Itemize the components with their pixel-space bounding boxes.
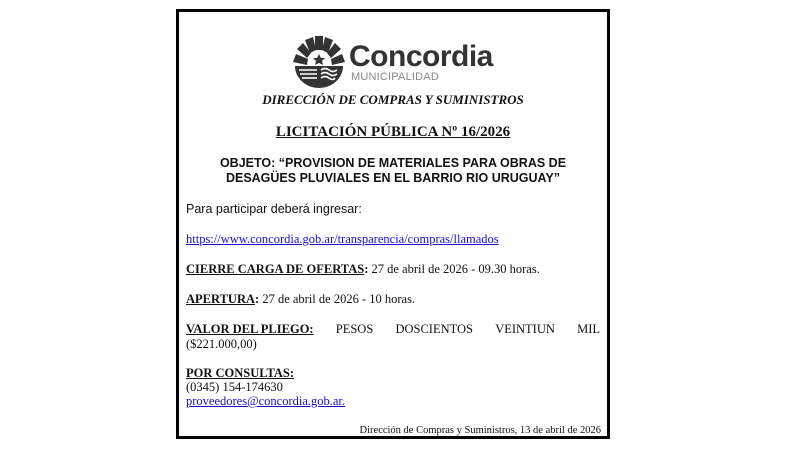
object-line-1: OBJETO: “PROVISION DE MATERIALES PARA OBRAS DE	[219, 156, 567, 170]
logo-name: Concordia	[349, 40, 493, 73]
offers-deadline-label: CIERRE CARGA DE OFERTAS	[186, 262, 365, 276]
price-word-3: VEINTIUN	[495, 322, 555, 336]
tender-url-link[interactable]: https://www.concordia.gob.ar/transparencia/compras/llamados	[186, 232, 499, 246]
price-word-4: MIL	[577, 322, 600, 336]
logo-subtitle: MUNICIPALIDAD	[351, 71, 439, 83]
price-amount: ($221.000,00)	[186, 337, 257, 351]
price-label: VALOR DEL PLIEGO:	[186, 322, 314, 336]
inquiries	[186, 366, 345, 408]
inquiries-email-link[interactable]: proveedores@concordia.gob.ar.	[186, 394, 346, 408]
price-word-1: PESOS	[335, 322, 374, 336]
signature-footer: Dirección de Compras y Suministros, 13 de abril de 2026	[359, 425, 601, 436]
price-word-2: DOSCIENTOS	[395, 322, 474, 336]
object-line-2: DESAGÜES PLUVIALES EN EL BARRIO RIO URUGUAY”	[225, 171, 561, 185]
bid-document-price	[186, 322, 600, 352]
notice-frame	[176, 9, 610, 439]
tender-object	[189, 156, 597, 186]
offers-deadline: CIERRE CARGA DE OFERTAS: 27 de abril de 2026 - 09.30 horas.	[186, 262, 540, 276]
opening-value: 27 de abril de 2026 - 10 horas.	[259, 292, 416, 306]
participate-text: Para participar deberá ingresar:	[186, 202, 362, 216]
municipal-emblem-icon	[291, 34, 347, 88]
opening-label: APERTURA	[186, 292, 256, 306]
inquiries-phone: (0345) 154-174630	[186, 380, 283, 394]
offers-deadline-value: 27 de abril de 2026 - 09.30 horas.	[368, 262, 540, 276]
department-heading: DIRECCIÓN DE COMPRAS Y SUMINISTROS	[262, 92, 524, 107]
tender-title: LICITACIÓN PÚBLICA Nº 16/2026	[275, 124, 511, 140]
concordia-logo	[291, 34, 491, 90]
inquiries-label: POR CONSULTAS:	[186, 366, 295, 380]
opening-date: APERTURA: 27 de abril de 2026 - 10 horas.	[186, 292, 416, 306]
